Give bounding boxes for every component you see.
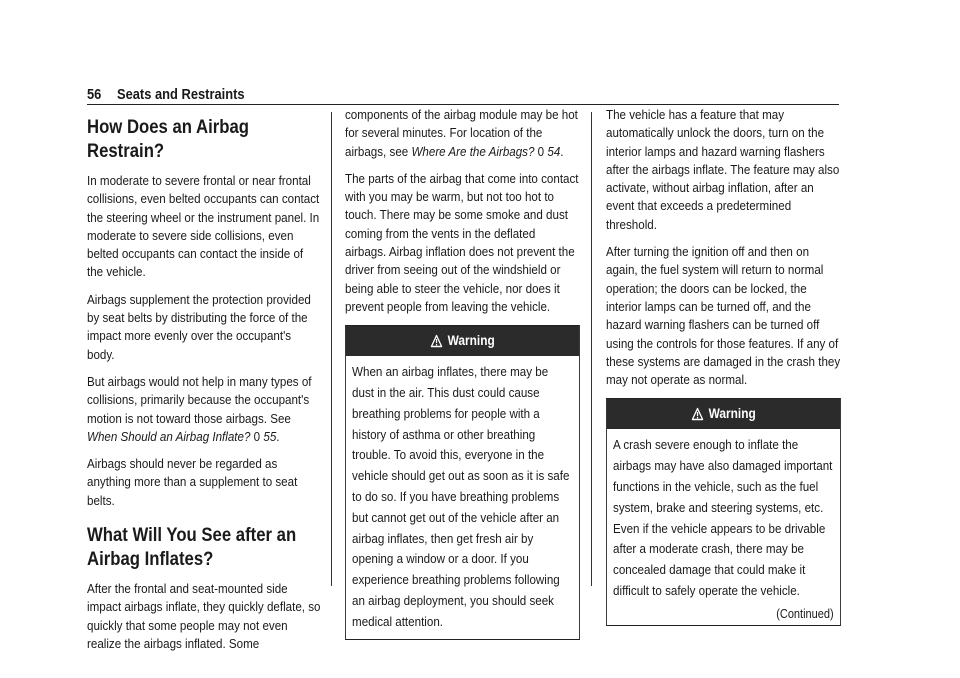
paragraph: Airbags should never be regarded as anything more than a supplement to seat belts. <box>87 456 298 508</box>
column-divider <box>591 112 592 586</box>
paragraph: After the frontal and seat-mounted side impact airbags inflate, they quickly deflate, so quickly that some people may not even realize the airbags inflated. Some <box>87 581 321 651</box>
warning-header <box>607 399 840 429</box>
page-ref-number[interactable]: 54 <box>547 143 561 159</box>
paragraph: The parts of the airbag that come into contact with you may be warm, but not too hot to touch. There may be some smoke and dust coming from the vents in the deflated airbags. Airbag inflation does not prevent the driver from seeing out of the windshield or being able to steer the vehicle, nor does it prevent people from leaving the vehicle. <box>345 170 579 314</box>
paragraph: Airbags supplement the protection provided by seat belts by distributing the force of the impact more evenly over the occupant's body. <box>87 291 311 362</box>
paragraph-text: components of the airbag module may be hot for several minutes. For location of the airbags, see <box>345 107 578 159</box>
warning-box <box>606 398 841 626</box>
cross-reference-link[interactable]: When Should an Airbag Inflate? <box>87 428 251 444</box>
column-2 <box>345 106 579 640</box>
page-header <box>87 86 245 103</box>
heading-airbag-restrain: How Does an Airbag Restrain? <box>87 117 249 162</box>
section-title: Seats and Restraints <box>116 86 245 103</box>
page-ref-icon: 0 <box>253 428 261 444</box>
warning-title: Warning <box>708 406 756 422</box>
paragraph <box>345 106 580 161</box>
continued-label: (Continued) <box>776 606 834 621</box>
warning-text: When an airbag inflates, there may be dust in the air. This dust could cause breathing problems for people with a history of asthma or other breathing trouble. To avoid this, everyone in the vehicle should get out as soon as it is safe to do so. If you have breathing problems but cannot get out of the vehicle after an airbag inflates, then get fresh air by opening a window or a door. If you experience breathing problems following an airbag deployment, you should seek medical attention. <box>352 364 570 629</box>
column-1 <box>87 106 321 662</box>
column-3 <box>606 106 840 626</box>
paragraph: After turning the ignition off and then on again, the fuel system will return to normal operation; the doors can be locked, the interior lamps can be turned off, and the hazard warning flashers can be turned off using the controls for those features. If any of these systems are damaged in the crash they may not operate as normal. <box>606 244 841 388</box>
warning-triangle-icon <box>691 407 703 421</box>
cross-reference-link[interactable]: Where Are the Airbags? <box>411 143 535 159</box>
warning-title: Warning <box>447 333 495 349</box>
paragraph: In moderate to severe frontal or near frontal collisions, even belted occupants can contact the steering wheel or the instrument panel. In moderate to severe side collisions, even belted occupants can contact the inside of the vehicle. <box>87 173 320 280</box>
warning-header <box>346 326 579 356</box>
header-rule <box>87 104 839 105</box>
paragraph <box>87 373 322 446</box>
warning-box <box>345 325 580 639</box>
page-ref-number[interactable]: 55 <box>263 428 277 444</box>
page-number: 56 <box>87 86 102 103</box>
warning-triangle-icon <box>430 334 442 348</box>
warning-text: A crash severe enough to inflate the airbags may have also damaged important functions in the vehicle, such as the fuel system, brake and steering systems, etc. Even if the vehicle appears to be drivable after a moderate crash, there may be concealed damage that could make it difficult to safely operate the vehicle. <box>613 437 833 599</box>
page-ref-icon: 0 <box>537 143 545 159</box>
paragraph-text: But airbags would not help in many types of collisions, primarily because the occupant's motion is not toward those airbags. See <box>87 373 312 426</box>
punctuation: . <box>276 428 280 444</box>
column-divider <box>331 112 332 586</box>
paragraph: The vehicle has a feature that may automatically unlock the doors, turn on the interior lamps and hazard warning flashers after the airbags inflate. The feature may also activate, without airbag inflation, after an event that exceeds a predetermined threshold. <box>606 107 840 232</box>
heading-after-inflates: What Will You See after an Airbag Inflates? <box>87 525 297 571</box>
punctuation: . <box>560 143 564 159</box>
